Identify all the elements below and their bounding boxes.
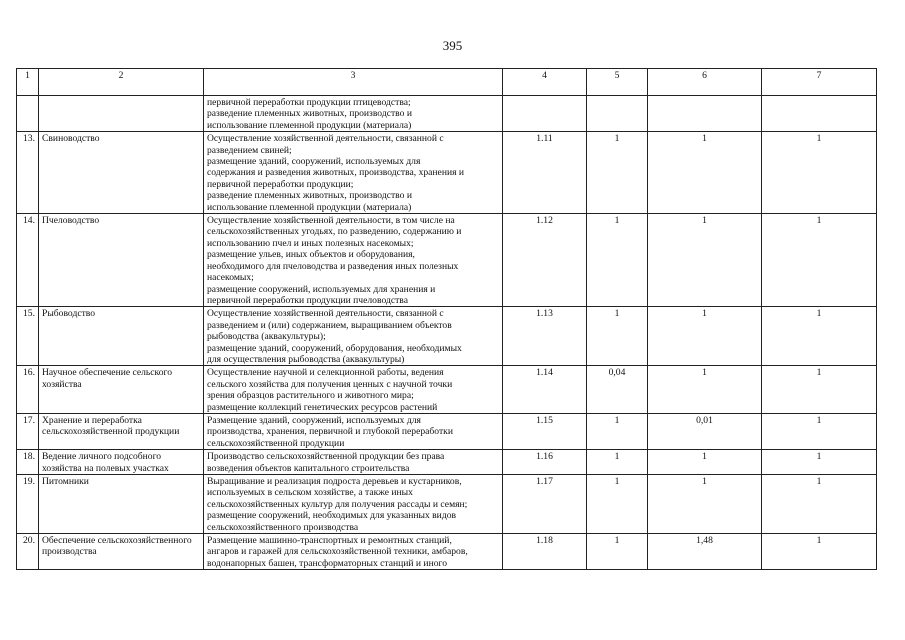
- description-line: разведение племенных животных, производство и: [207, 108, 412, 120]
- table-row: [17, 214, 877, 307]
- row-col-5: 1: [587, 413, 648, 449]
- row-name: Ведение личного подсобного хозяйства на полевых участках: [39, 450, 204, 475]
- row-code: 1.12: [503, 214, 587, 307]
- row-col-7: 1: [762, 366, 877, 414]
- row-description: [204, 534, 503, 570]
- row-col-6: 1: [648, 307, 762, 366]
- description-line: использование племенной продукции (материала): [207, 119, 412, 131]
- description-line: насекомых;: [207, 272, 254, 284]
- row-col-5: 1: [587, 534, 648, 570]
- description-line: первичной переработки продукции пчеловодства: [207, 294, 408, 306]
- header-col-3: 3: [204, 69, 503, 96]
- row-name: Пчеловодство: [39, 214, 204, 307]
- header-col-4: 4: [503, 69, 587, 96]
- description-line: сельскохозяйственных культур для получения рассады и семян;: [207, 498, 468, 510]
- description-line: разведением свиней;: [207, 144, 292, 156]
- row-number: 15.: [17, 307, 39, 366]
- row-number: 13.: [17, 132, 39, 214]
- row-col-7: 1: [762, 214, 877, 307]
- description-line: размещение сооружений, необходимых для указанных видов: [207, 510, 457, 522]
- description-line: размещение зданий, сооружений, используемых для: [207, 156, 421, 168]
- row-description: [204, 132, 503, 214]
- table-row: [17, 132, 877, 214]
- row-name: Питомники: [39, 475, 204, 534]
- row-description: [204, 475, 503, 534]
- table-row: [17, 413, 877, 449]
- row-code: 1.14: [503, 366, 587, 414]
- description-line: Осуществление научной и селекционной работы, ведения: [207, 367, 444, 379]
- row-col-5: 1: [587, 450, 648, 475]
- row-number: 19.: [17, 475, 39, 534]
- header-col-5: 5: [587, 69, 648, 96]
- row-code: 1.15: [503, 413, 587, 449]
- description-line: возведения объектов капитального строительства: [207, 462, 410, 474]
- table-row: [17, 366, 877, 414]
- row-col-7: 1: [762, 413, 877, 449]
- row-col-6: 0,01: [648, 413, 762, 449]
- description-line: рыбоводства (аквакультуры);: [207, 331, 326, 343]
- row-col-6: 1: [648, 366, 762, 414]
- land-use-table: [16, 68, 877, 570]
- row-code: 1.11: [503, 132, 587, 214]
- row-code: [503, 96, 587, 132]
- row-description: [204, 214, 503, 307]
- row-code: 1.13: [503, 307, 587, 366]
- header-col-6: 6: [648, 69, 762, 96]
- description-line: зрения образцов растительного и животного мира;: [207, 390, 414, 402]
- description-line: размещение зданий, сооружений, оборудования, необходимых: [207, 342, 462, 354]
- row-col-6: 1: [648, 132, 762, 214]
- row-description: [204, 450, 503, 475]
- row-col-7: [762, 96, 877, 132]
- row-code: 1.16: [503, 450, 587, 475]
- row-number: [17, 96, 39, 132]
- row-col-5: 1: [587, 132, 648, 214]
- description-line: размещение коллекций генетических ресурсов растений: [207, 401, 438, 413]
- row-number: 14.: [17, 214, 39, 307]
- row-description: [204, 96, 503, 132]
- description-line: размещение сооружений, используемых для хранения и: [207, 283, 436, 295]
- description-line: сельскохозяйственных угодьях, по разведению, содержанию и: [207, 226, 462, 238]
- description-line: для осуществления рыбоводства (аквакультуры): [207, 353, 405, 365]
- header-col-1: 1: [17, 69, 39, 96]
- row-name: [39, 96, 204, 132]
- description-line: используемых в сельском хозяйстве, а также иных: [207, 487, 413, 499]
- page-number: 395: [442, 38, 463, 53]
- row-col-6: 1: [648, 475, 762, 534]
- row-col-5: 1: [587, 307, 648, 366]
- row-col-5: 1: [587, 214, 648, 307]
- row-description: [204, 413, 503, 449]
- description-line: Осуществление хозяйственной деятельности, связанной с: [207, 308, 444, 320]
- description-line: производства, хранения, первичной и глубокой переработки: [207, 426, 453, 438]
- description-line: разведение племенных животных, производство и: [207, 190, 412, 202]
- table-row: [17, 450, 877, 475]
- row-name: Научное обеспечение сельского хозяйства: [39, 366, 204, 414]
- description-line: первичной переработки продукции;: [207, 178, 354, 190]
- description-line: использованию пчел и иных полезных насекомых;: [207, 237, 414, 249]
- description-line: Осуществление хозяйственной деятельности, в том числе на: [207, 215, 455, 227]
- row-code: 1.18: [503, 534, 587, 570]
- row-name: Хранение и переработка сельскохозяйственной продукции: [39, 413, 204, 449]
- row-description: [204, 366, 503, 414]
- row-col-7: 1: [762, 534, 877, 570]
- header-row: [17, 69, 877, 96]
- row-name: Свиноводство: [39, 132, 204, 214]
- row-col-5: [587, 96, 648, 132]
- header-col-7: 7: [762, 69, 877, 96]
- description-line: сельскохозяйственной продукции: [207, 437, 345, 449]
- table-row: [17, 307, 877, 366]
- description-line: содержания и разведения животных, производства, хранения и: [207, 167, 465, 179]
- row-col-7: 1: [762, 132, 877, 214]
- table-row: [17, 475, 877, 534]
- row-number: 20.: [17, 534, 39, 570]
- description-line: Размещение машинно-транспортных и ремонтных станций,: [207, 535, 452, 547]
- row-col-6: 1: [648, 214, 762, 307]
- row-col-7: 1: [762, 307, 877, 366]
- description-line: Производство сельскохозяйственной продукции без права: [207, 451, 445, 463]
- row-col-7: 1: [762, 450, 877, 475]
- description-line: Размещение зданий, сооружений, используемых для: [207, 414, 421, 426]
- row-col-5: 1: [587, 475, 648, 534]
- row-col-6: 1: [648, 450, 762, 475]
- header-col-2: 2: [39, 69, 204, 96]
- description-line: необходимого для пчеловодства и разведения иных полезных: [207, 260, 459, 272]
- continuation-row: [17, 96, 877, 132]
- row-name: Обеспечение сельскохозяйственного производства: [39, 534, 204, 570]
- table-row: [17, 534, 877, 570]
- row-number: 16.: [17, 366, 39, 414]
- description-line: Осуществление хозяйственной деятельности, связанной с: [207, 133, 444, 145]
- row-col-6: [648, 96, 762, 132]
- description-line: размещение ульев, иных объектов и оборудования,: [207, 249, 415, 261]
- row-col-6: 1,48: [648, 534, 762, 570]
- description-line: сельскохозяйственного производства: [207, 521, 359, 533]
- row-code: 1.17: [503, 475, 587, 534]
- description-line: Выращивание и реализация подроста деревьев и кустарников,: [207, 476, 462, 487]
- row-col-5: 0,04: [587, 366, 648, 414]
- description-line: использование племенной продукции (материала): [207, 201, 412, 213]
- description-line: водонапорных башен, трансформаторных станций и иного: [207, 557, 447, 569]
- row-description: [204, 307, 503, 366]
- row-number: 18.: [17, 450, 39, 475]
- row-col-7: 1: [762, 475, 877, 534]
- description-line: ангаров и гаражей для сельскохозяйственной техники, амбаров,: [207, 546, 468, 558]
- row-number: 17.: [17, 413, 39, 449]
- row-name: Рыбоводство: [39, 307, 204, 366]
- description-line: сельского хозяйства для получения ценных с научной точки: [207, 378, 453, 390]
- description-line: первичной переработки продукции птицеводства;: [207, 97, 411, 108]
- description-line: разведением и (или) содержанием, выращиванием объектов: [207, 319, 452, 331]
